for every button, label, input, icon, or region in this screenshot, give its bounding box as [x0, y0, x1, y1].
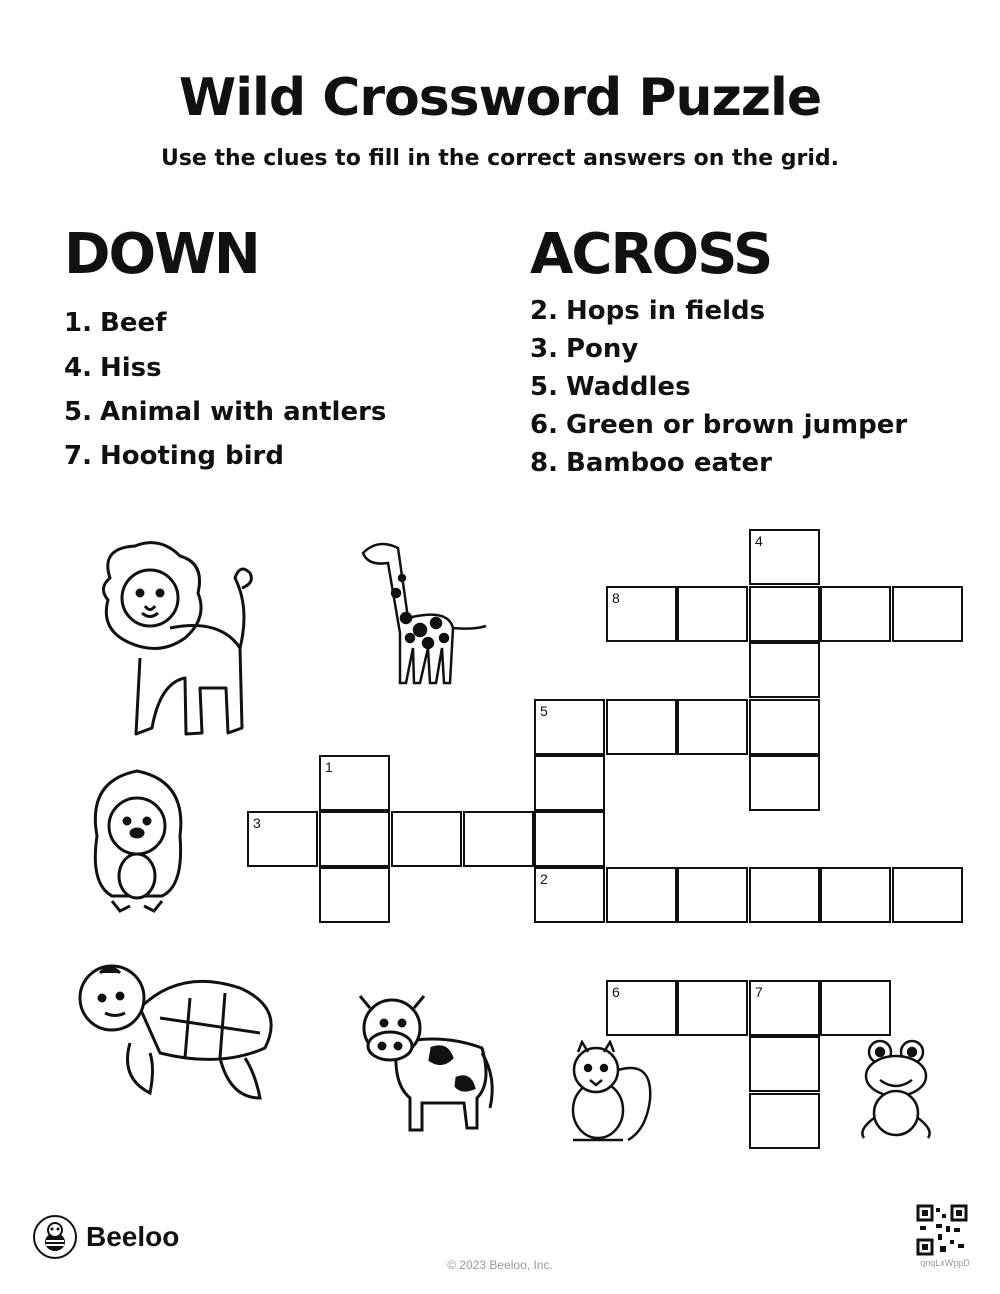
- grid-cell[interactable]: [534, 755, 605, 811]
- clue-text: Waddles: [566, 372, 691, 402]
- down-heading: DOWN: [64, 222, 259, 287]
- clue-text: Hooting bird: [100, 441, 284, 471]
- clue-number: 7.: [64, 441, 92, 471]
- across-clue: [530, 334, 638, 364]
- cell-number: 6: [612, 984, 620, 1000]
- grid-cell[interactable]: [677, 980, 748, 1036]
- grid-cell[interactable]: [677, 586, 748, 642]
- qr-code-icon: [916, 1204, 968, 1256]
- grid-cell[interactable]: [749, 699, 820, 755]
- across-clue: [530, 372, 691, 402]
- clue-text: Hops in fields: [566, 296, 766, 326]
- cell-number: 7: [755, 984, 763, 1000]
- grid-cell[interactable]: [534, 811, 605, 867]
- clue-text: Beef: [100, 308, 167, 338]
- cell-number: 4: [755, 533, 763, 549]
- across-clue: [530, 410, 907, 440]
- down-clue: [64, 308, 166, 338]
- clue-number: 2.: [530, 296, 558, 326]
- grid-cell[interactable]: [534, 867, 605, 923]
- grid-cell[interactable]: [749, 1093, 820, 1149]
- cell-number: 2: [540, 871, 548, 887]
- squirrel-illustration: [558, 1040, 658, 1144]
- grid-cell[interactable]: [749, 755, 820, 811]
- grid-cell[interactable]: [319, 811, 390, 867]
- cell-number: 5: [540, 703, 548, 719]
- grid-cell[interactable]: [749, 529, 820, 585]
- down-clue: [64, 397, 386, 427]
- brand-logo: [32, 1214, 179, 1260]
- clue-number: 4.: [64, 353, 92, 383]
- clue-number: 5.: [530, 372, 558, 402]
- clue-text: Animal with antlers: [100, 397, 387, 427]
- clue-number: 3.: [530, 334, 558, 364]
- grid-cell[interactable]: [391, 811, 462, 867]
- grid-cell[interactable]: [463, 811, 534, 867]
- bee-icon: [32, 1214, 78, 1260]
- across-heading: ACROSS: [530, 222, 772, 287]
- clue-text: Green or brown jumper: [566, 410, 908, 440]
- grid-cell[interactable]: [247, 811, 318, 867]
- grid-cell[interactable]: [606, 699, 677, 755]
- across-clue: [530, 296, 765, 326]
- grid-cell[interactable]: [319, 867, 390, 923]
- grid-cell[interactable]: [677, 867, 748, 923]
- clue-number: 8.: [530, 448, 558, 478]
- across-clue: [530, 448, 772, 478]
- grid-cell[interactable]: [606, 980, 677, 1036]
- grid-cell[interactable]: [749, 980, 820, 1036]
- frog-illustration: [856, 1038, 936, 1142]
- grid-cell[interactable]: [749, 586, 820, 642]
- grid-cell[interactable]: [749, 867, 820, 923]
- grid-cell[interactable]: [820, 980, 891, 1036]
- hedgehog-illustration: [82, 766, 192, 916]
- grid-cell[interactable]: [892, 586, 963, 642]
- grid-cell[interactable]: [606, 867, 677, 923]
- grid-cell[interactable]: [820, 867, 891, 923]
- giraffe-illustration: [358, 538, 493, 690]
- grid-cell[interactable]: [606, 586, 677, 642]
- lion-illustration: [90, 538, 260, 746]
- cell-number: 3: [253, 815, 261, 831]
- qr-code-label: qnqLxWppD: [920, 1258, 970, 1268]
- grid-cell[interactable]: [892, 867, 963, 923]
- clue-number: 1.: [64, 308, 92, 338]
- turtle-illustration: [70, 958, 290, 1108]
- copyright-text: © 2023 Beeloo, Inc.: [447, 1258, 553, 1272]
- clue-number: 6.: [530, 410, 558, 440]
- instructions: Use the clues to fill in the correct answers on the grid.: [160, 146, 840, 171]
- down-clue: [64, 441, 284, 471]
- clue-number: 5.: [64, 397, 92, 427]
- brand-name: Beeloo: [86, 1221, 180, 1252]
- down-clue: [64, 353, 162, 383]
- cow-illustration: [352, 988, 502, 1138]
- grid-cell[interactable]: [749, 642, 820, 698]
- grid-cell[interactable]: [677, 699, 748, 755]
- clue-text: Pony: [566, 334, 639, 364]
- page-title: Wild Crossword Puzzle: [178, 68, 822, 128]
- clue-text: Hiss: [100, 353, 162, 383]
- cell-number: 1: [325, 759, 333, 775]
- grid-cell[interactable]: [749, 1036, 820, 1092]
- clue-text: Bamboo eater: [566, 448, 772, 478]
- grid-cell[interactable]: [820, 586, 891, 642]
- cell-number: 8: [612, 590, 620, 606]
- grid-cell[interactable]: [319, 755, 390, 811]
- grid-cell[interactable]: [534, 699, 605, 755]
